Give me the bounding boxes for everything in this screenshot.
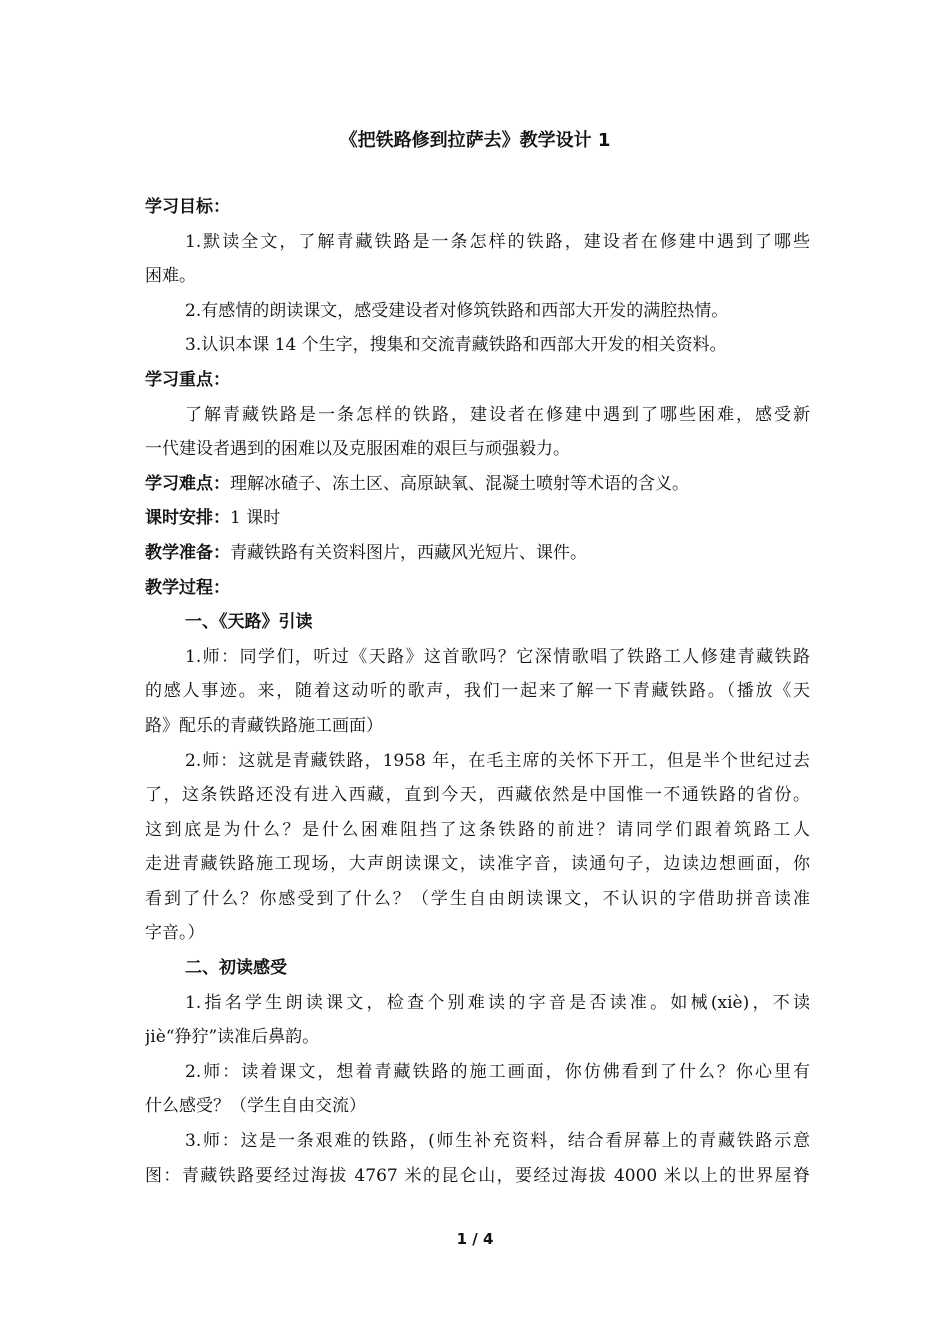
section-2-p1-line-2: jiè“狰狞”读准后鼻韵。 xyxy=(145,1027,320,1048)
section-1-title: 一、《天路》引读 xyxy=(185,612,313,633)
difficulties-text: 理解冰碴子、冻土区、高原缺氧、混凝土喷射等术语的含义。 xyxy=(230,473,689,494)
difficulties-label: 学习难点： xyxy=(145,473,230,494)
section-1-p2-line-5: 看到了什么？你感受到了什么？（学生自由朗读课文，不认识的字借助拼音读准 xyxy=(145,888,810,909)
section-1-p2-line-2: 了，这条铁路还没有进入西藏，直到今天，西藏依然是中国惟一不通铁路的省份。 xyxy=(145,785,810,806)
schedule-row xyxy=(145,501,810,536)
section-2-p3-line-2: 图：青藏铁路要经过海拔 4767 米的昆仑山，要经过海拔 4000 米以上的世界屋脊 xyxy=(145,1165,810,1186)
objective-item-3: 3.认识本课 14 个生字，搜集和交流青藏铁路和西部大开发的相关资料。 xyxy=(185,335,727,356)
section-1-p2-line-4: 走进青藏铁路施工现场，大声朗读课文，读准字音，读通句子，边读边想画面，你 xyxy=(145,854,810,875)
key-points-heading: 学习重点： xyxy=(145,369,230,390)
section-2-title: 二、初读感受 xyxy=(185,958,287,979)
section-1-p2-line-3: 这到底是为什么？是什么困难阻挡了这条铁路的前进？请同学们跟着筑路工人 xyxy=(145,819,810,840)
preparation-label: 教学准备： xyxy=(145,542,230,563)
objective-item-2: 2.有感情的朗读课文，感受建设者对修筑铁路和西部大开发的满腔热情。 xyxy=(185,300,729,321)
key-points-line-1: 了解青藏铁路是一条怎样的铁路，建设者在修建中遇到了哪些困难，感受新 xyxy=(185,404,810,425)
process-heading: 教学过程： xyxy=(145,577,230,598)
preparation-text: 青藏铁路有关资料图片，西藏风光短片、课件。 xyxy=(230,542,587,563)
key-points-line-2: 一代建设者遇到的困难以及克服困难的艰巨与顽强毅力。 xyxy=(145,439,570,460)
preparation-row xyxy=(145,536,810,571)
objective-item-1-line-1: 1.默读全文，了解青藏铁路是一条怎样的铁路，建设者在修建中遇到了哪些 xyxy=(185,231,810,252)
objective-item-1-line-2: 困难。 xyxy=(145,266,196,287)
section-2-p3-line-1: 3.师：这是一条艰难的铁路，(师生补充资料，结合看屏幕上的青藏铁路示意 xyxy=(185,1131,810,1152)
section-2-p2-line-1: 2.师：读着课文，想着青藏铁路的施工画面，你仿佛看到了什么？你心里有 xyxy=(185,1061,810,1082)
section-1-p1-line-1: 1.师：同学们，听过《天路》这首歌吗？它深情歌唱了铁路工人修建青藏铁路 xyxy=(185,646,810,667)
section-1-p2-line-1: 2.师：这就是青藏铁路，1958 年，在毛主席的关怀下开工，但是半个世纪过去 xyxy=(185,750,810,771)
section-1-p1-line-2: 的感人事迹。来，随着这动听的歌声，我们一起来了解一下青藏铁路。（播放《天 xyxy=(145,681,810,702)
schedule-label: 课时安排： xyxy=(145,508,230,529)
section-2-p1-line-1: 1.指名学生朗读课文，检查个别难读的字音是否读准。如械(xiè)，不读 xyxy=(185,992,810,1013)
section-2-p2-line-2: 什么感受？（学生自由交流） xyxy=(145,1096,366,1117)
objectives-heading: 学习目标： xyxy=(145,197,230,217)
document-body xyxy=(145,190,810,1193)
section-1-p2-line-6: 字音。） xyxy=(145,923,205,944)
document-title: 《把铁路修到拉萨去》教学设计 1 xyxy=(339,130,611,151)
section-1-p1-line-3: 路》配乐的青藏铁路施工画面） xyxy=(145,715,383,736)
difficulties-row xyxy=(145,467,810,502)
page-number: 1 / 4 xyxy=(456,1230,494,1248)
schedule-text: 1 课时 xyxy=(230,508,281,529)
